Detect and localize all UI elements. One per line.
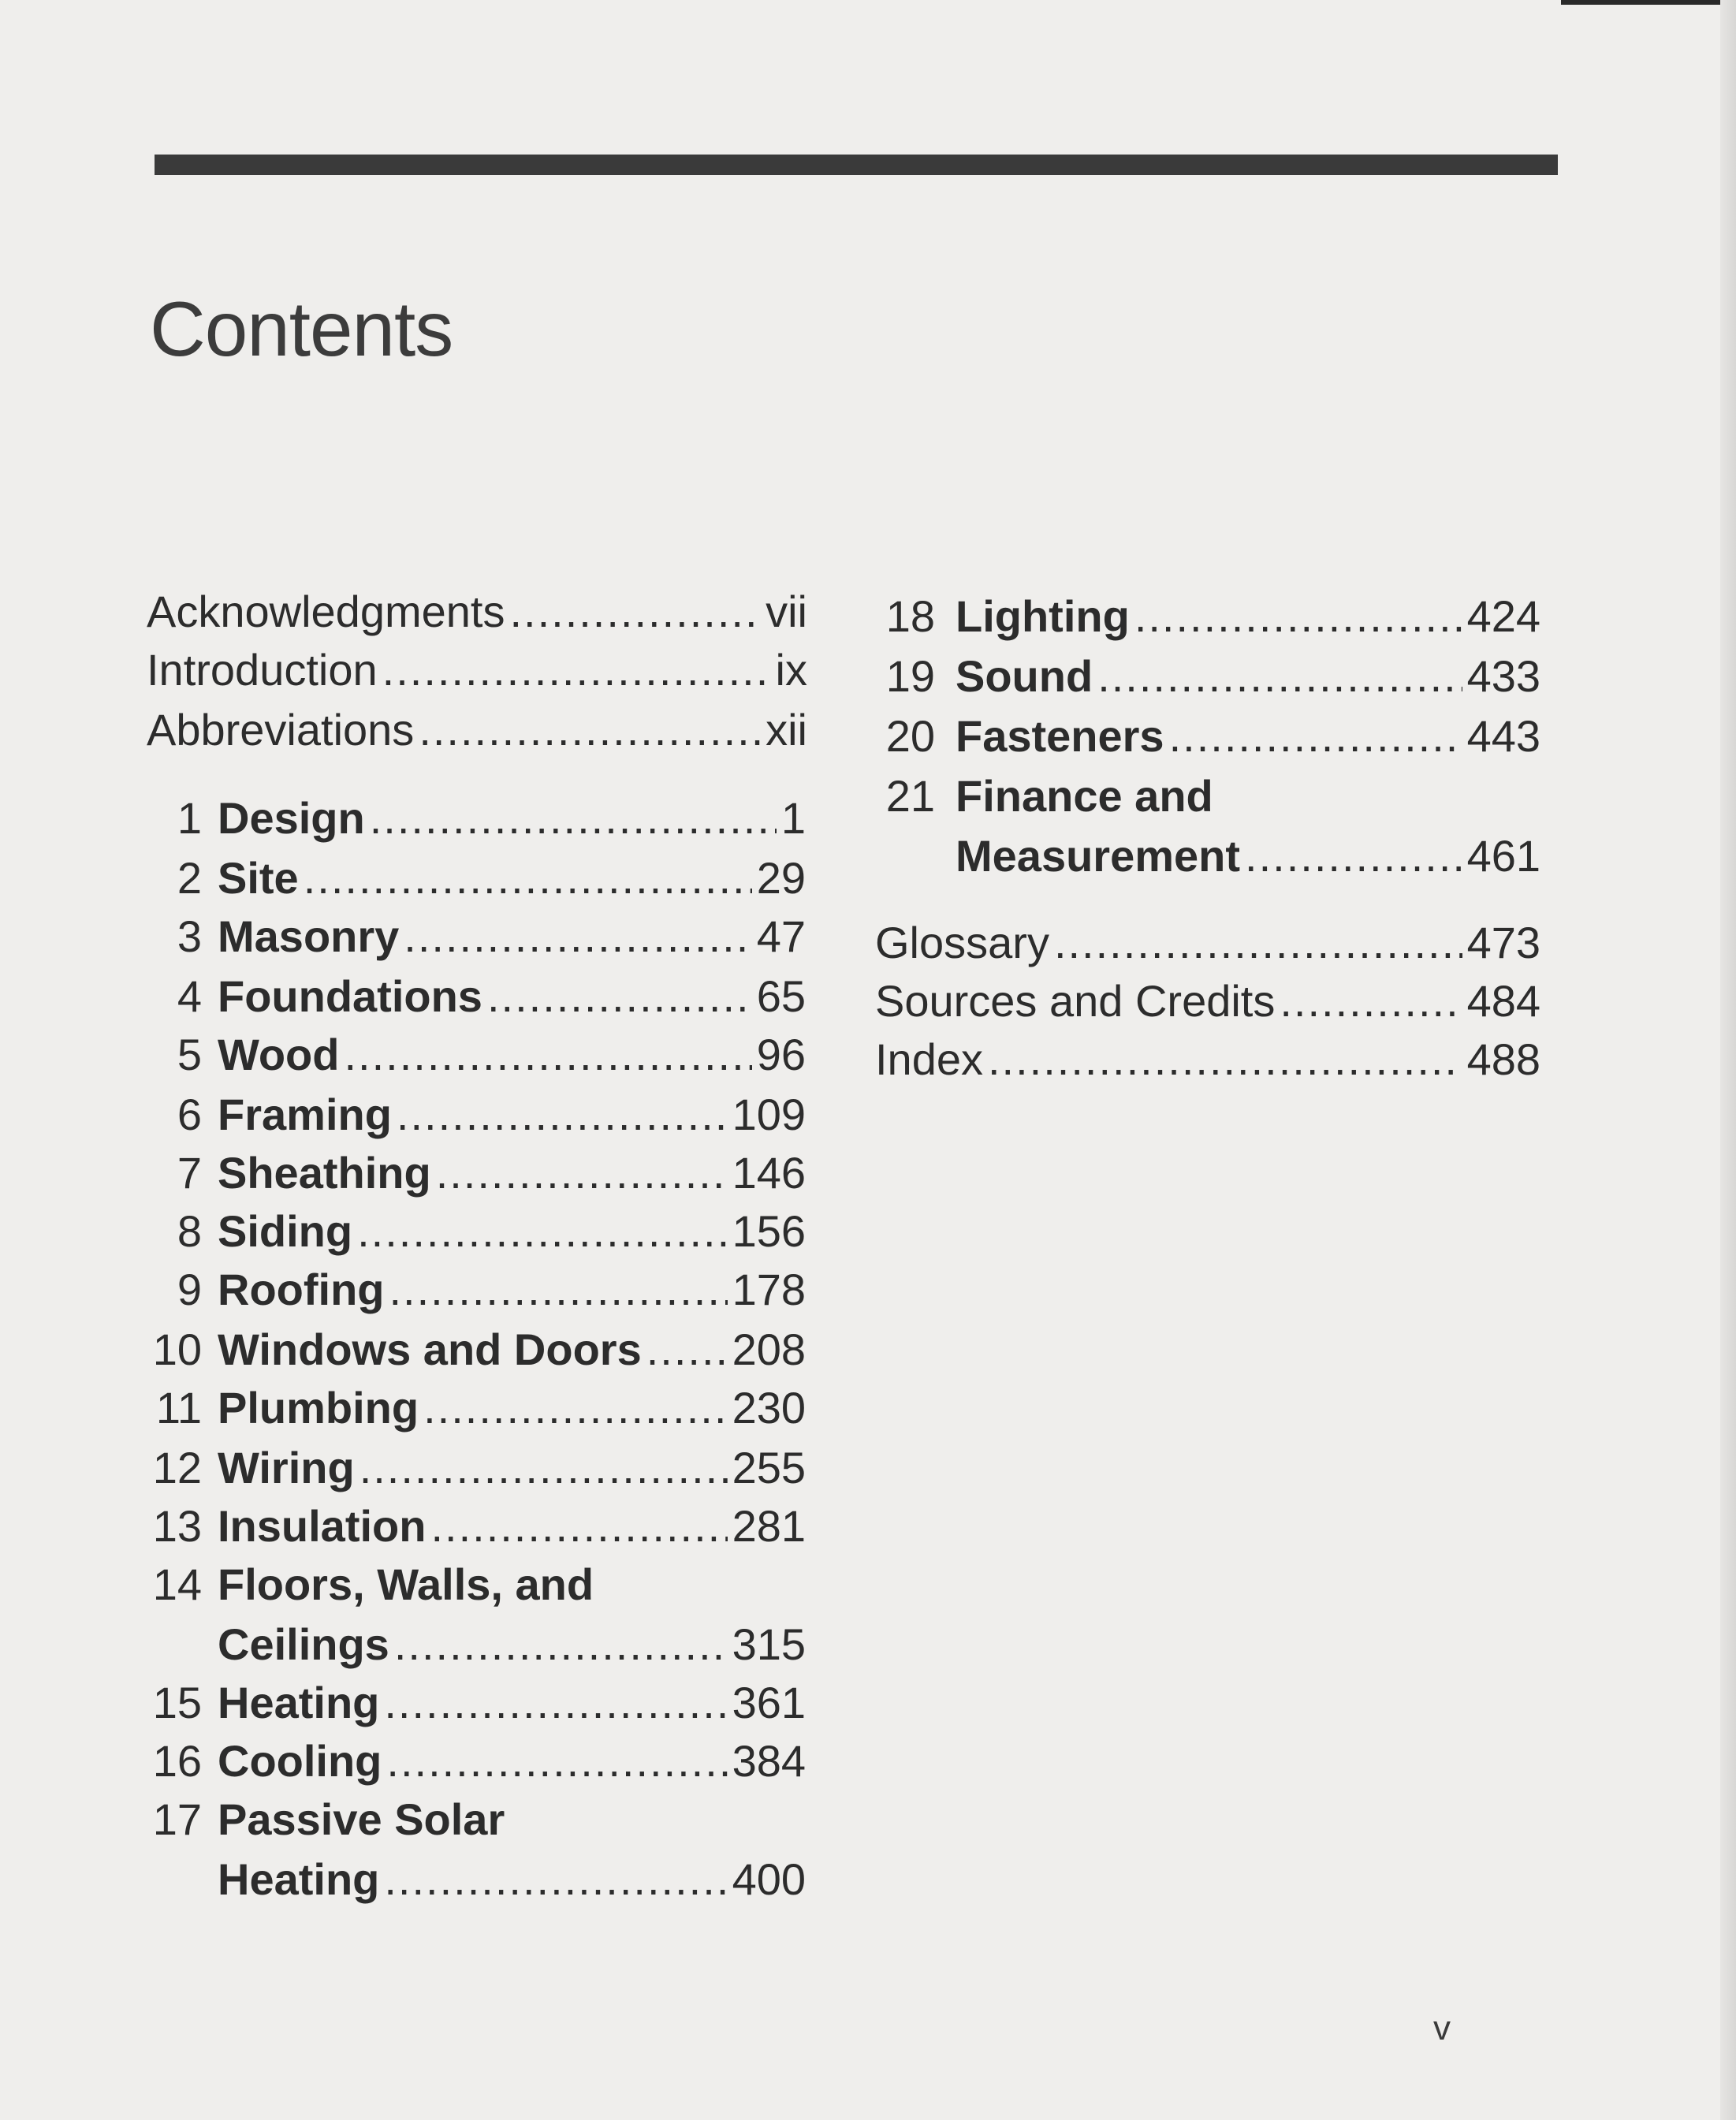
toc-dot-leader: [1054, 921, 1462, 965]
toc-page-number: 315: [732, 1619, 806, 1669]
toc-dot-leader: [436, 1151, 728, 1195]
toc-entry: [875, 918, 1540, 967]
toc-chapter-number: 3: [177, 911, 202, 961]
toc-page-number: xii: [766, 705, 807, 754]
toc-entry-title: Site: [218, 853, 299, 903]
toc-page-number: 473: [1466, 918, 1540, 967]
toc-entry-line1: [218, 1559, 594, 1609]
page-number: v: [1433, 2009, 1451, 2047]
toc-entry: [218, 853, 806, 903]
toc-chapter-number: 13: [152, 1501, 202, 1551]
toc-entry: [956, 711, 1540, 761]
toc-entry-title-line1: Floors, Walls, and: [218, 1559, 594, 1609]
toc-entry-title: Ceilings: [218, 1619, 389, 1669]
toc-entry: [218, 1854, 806, 1904]
toc-page-number: 156: [732, 1206, 806, 1256]
toc-entry: [218, 1325, 806, 1374]
toc-entry-title: Siding: [218, 1206, 353, 1256]
toc-page-number: 109: [732, 1090, 806, 1139]
toc-entry-title: Roofing: [218, 1265, 385, 1314]
toc-dot-leader: [1134, 594, 1462, 639]
toc-page-number: 461: [1466, 831, 1540, 881]
toc-dot-leader: [384, 1681, 727, 1725]
toc-entry-title: Wiring: [218, 1443, 355, 1492]
toc-page-number: 96: [756, 1030, 806, 1079]
toc-page-number: 178: [732, 1265, 806, 1314]
toc-entry-title: Sheathing: [218, 1148, 431, 1198]
toc-entry-title: Plumbing: [218, 1383, 419, 1433]
toc-dot-leader: [419, 708, 761, 752]
toc-chapter-number: 20: [885, 711, 935, 761]
toc-dot-leader: [1245, 834, 1462, 878]
toc-chapter-number: 17: [152, 1794, 202, 1844]
toc-entry-title: Framing: [218, 1090, 392, 1139]
toc-chapter-number: 5: [177, 1030, 202, 1079]
toc-dot-leader: [404, 915, 751, 959]
toc-chapter-number: 15: [152, 1678, 202, 1727]
toc-chapter-number: 14: [152, 1559, 202, 1609]
toc-dot-leader: [384, 1857, 727, 1902]
toc-entry: [218, 1030, 806, 1079]
page-top-edge: [1561, 0, 1736, 5]
toc-chapter-number: 11: [155, 1383, 202, 1433]
toc-dot-leader: [646, 1328, 728, 1372]
toc-entry: [956, 651, 1540, 701]
toc-dot-leader: [509, 590, 761, 634]
toc-entry-title: Acknowledgments: [147, 587, 505, 636]
toc-page-number: 488: [1466, 1034, 1540, 1084]
toc-chapter-number: 10: [152, 1325, 202, 1374]
toc-chapter-number: 4: [177, 971, 202, 1021]
toc-entry-title: Fasteners: [956, 711, 1164, 761]
toc-page-number: vii: [766, 587, 807, 636]
toc-dot-leader: [370, 796, 777, 840]
toc-entry: [218, 1619, 806, 1669]
toc-entry-title: Lighting: [956, 591, 1130, 641]
toc-entry: [875, 976, 1540, 1026]
toc-chapter-number: 9: [177, 1265, 202, 1314]
toc-entry-title: Sound: [956, 651, 1093, 701]
toc-entry: [218, 1383, 806, 1433]
toc-dot-leader: [487, 974, 752, 1019]
toc-page-number: 208: [732, 1325, 806, 1374]
toc-dot-leader: [1097, 654, 1462, 699]
toc-entry-title: Introduction: [147, 645, 378, 695]
toc-dot-leader: [394, 1623, 728, 1667]
toc-entry: [218, 793, 806, 843]
toc-page-number: 484: [1466, 976, 1540, 1026]
toc-entry: [218, 1090, 806, 1139]
toc-chapter-number: 7: [177, 1148, 202, 1198]
toc-entry-title: Sources and Credits: [875, 976, 1276, 1026]
toc-dot-leader: [423, 1386, 727, 1430]
toc-page-number: 29: [756, 853, 806, 903]
toc-page-number: ix: [775, 645, 807, 695]
toc-entry: [218, 1501, 806, 1551]
toc-entry: [218, 1678, 806, 1727]
toc-entry: [147, 705, 807, 754]
toc-page-number: 230: [732, 1383, 806, 1433]
toc-chapter-number: 1: [177, 793, 202, 843]
toc-entry: [956, 831, 1540, 881]
toc-entry: [147, 645, 807, 695]
toc-page-number: 361: [732, 1678, 806, 1727]
toc-entry-title: Masonry: [218, 911, 400, 961]
page-edge-shadow: [1720, 0, 1736, 2120]
toc-entry-title-line1: Passive Solar: [218, 1794, 505, 1844]
top-rule: [155, 155, 1558, 175]
toc-entry-title: Insulation: [218, 1501, 427, 1551]
toc-page-number: 384: [732, 1736, 806, 1786]
toc-entry-title: Wood: [218, 1030, 340, 1079]
toc-dot-leader: [382, 648, 771, 692]
toc-page-number: 424: [1466, 591, 1540, 641]
toc-entry: [956, 591, 1540, 641]
toc-dot-leader: [1169, 714, 1462, 758]
toc-page-number: 1: [780, 793, 806, 843]
toc-dot-leader: [359, 1446, 728, 1490]
toc-chapter-number: 12: [152, 1443, 202, 1492]
toc-dot-leader: [344, 1033, 751, 1077]
toc-entry-title: Heating: [218, 1854, 380, 1904]
toc-entry: [218, 1148, 806, 1198]
toc-entry: [218, 1443, 806, 1492]
toc-page-number: 281: [732, 1501, 806, 1551]
toc-entry: [218, 971, 806, 1021]
toc-entry-title: Glossary: [875, 918, 1049, 967]
toc-page-number: 433: [1466, 651, 1540, 701]
toc-chapter-number: 8: [177, 1206, 202, 1256]
toc-dot-leader: [357, 1209, 727, 1254]
toc-page-number: 146: [732, 1148, 806, 1198]
toc-entry: [218, 1736, 806, 1786]
toc-chapter-number: 16: [152, 1736, 202, 1786]
toc-dot-leader: [386, 1739, 727, 1783]
toc-dot-leader: [389, 1268, 727, 1312]
toc-dot-leader: [304, 856, 752, 900]
toc-dot-leader: [988, 1038, 1462, 1082]
toc-chapter-number: 6: [177, 1090, 202, 1139]
toc-entry-title: Index: [875, 1034, 983, 1084]
toc-entry-title: Foundations: [218, 971, 482, 1021]
toc-entry: [218, 1206, 806, 1256]
toc-entry-title-line1: Finance and: [956, 771, 1213, 821]
toc-entry-title: Heating: [218, 1678, 380, 1727]
toc-entry-title: Cooling: [218, 1736, 382, 1786]
toc-entry: [875, 1034, 1540, 1084]
toc-page-number: 443: [1466, 711, 1540, 761]
toc-dot-leader: [1280, 979, 1462, 1023]
toc-page-number: 65: [756, 971, 806, 1021]
toc-dot-leader: [397, 1093, 728, 1137]
toc-page-number: 400: [732, 1854, 806, 1904]
toc-entry: [147, 587, 807, 636]
toc-entry-title: Windows and Doors: [218, 1325, 642, 1374]
toc-entry-line1: [956, 771, 1213, 821]
toc-chapter-number: 21: [885, 771, 935, 821]
toc-chapter-number: 2: [177, 853, 202, 903]
toc-entry: [218, 1265, 806, 1314]
toc-entry-title: Measurement: [956, 831, 1241, 881]
toc-entry-title: Design: [218, 793, 365, 843]
toc-entry: [218, 911, 806, 961]
toc-dot-leader: [430, 1504, 727, 1548]
toc-chapter-number: 18: [885, 591, 935, 641]
toc-chapter-number: 19: [885, 651, 935, 701]
toc-page-number: 47: [756, 911, 806, 961]
toc-page-number: 255: [732, 1443, 806, 1492]
toc-entry-title: Abbreviations: [147, 705, 415, 754]
page-title: Contents: [150, 285, 453, 372]
toc-entry-line1: [218, 1794, 505, 1844]
